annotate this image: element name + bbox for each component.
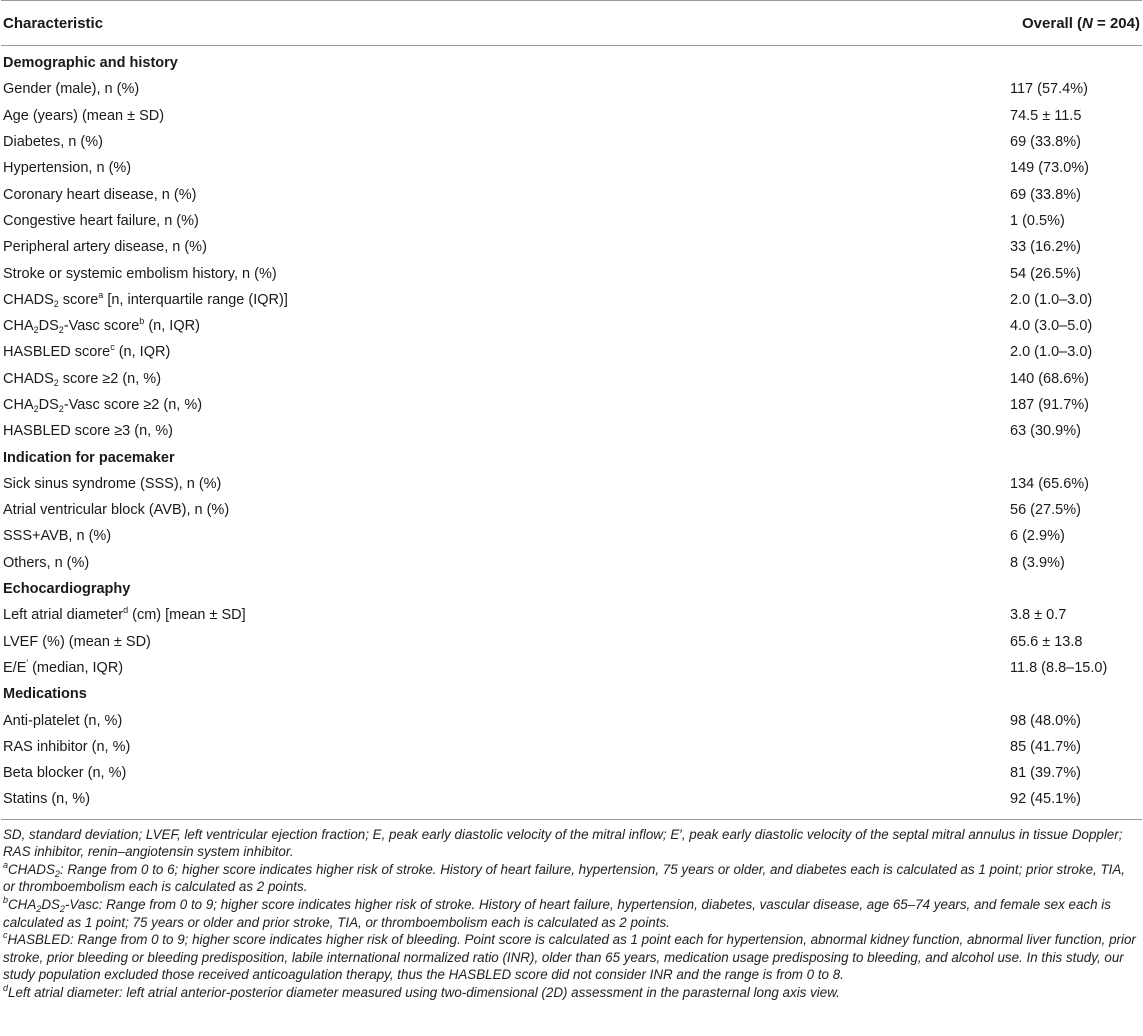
text-span: DS [41, 896, 60, 912]
text-span: CHA [8, 896, 37, 912]
subscript: 2 [54, 868, 60, 879]
table-row [0, 734, 1143, 760]
text-span: -Vasc: Range from 0 to 9; higher score indicates higher risk of stroke. History of heart failure, hypertension, diabetes, vascular disease, age 65–74 years, and female sex each is calculated as 1 point; 75 years or older and prior stroke, TIA, or thromboembolism each is calculated as 2 points. [3, 896, 1111, 930]
row-value: 81 (39.7%) [1010, 765, 1081, 782]
row-value: 33 (16.2%) [1010, 239, 1081, 256]
text-span: (n, IQR) [144, 318, 200, 335]
header-overall-prefix: Overall ( [1022, 14, 1083, 32]
footnote [3, 896, 1140, 931]
text-span: (n, IQR) [114, 344, 171, 361]
row-label [3, 108, 164, 124]
table-row [0, 129, 1143, 155]
subscript: 2 [36, 903, 42, 914]
text-span: Statins (n, %) [3, 791, 91, 808]
subscript: 2 [53, 377, 59, 388]
text-span: : Range from 0 to 6; higher score indicates higher risk of stroke. History of heart failure, hypertension, 75 years or older, and diabetes each is calculated as 1 point; prior stroke, TIA, or thromboembolism each is calculated as 2 points. [3, 861, 1126, 895]
superscript: c [3, 930, 8, 941]
header-overall-n: N [1082, 14, 1093, 32]
superscript: a [3, 859, 9, 870]
row-value: 8 (3.9%) [1010, 554, 1065, 571]
text-span: HASBLED score ≥3 (n, %) [3, 423, 173, 440]
superscript: b [139, 316, 145, 327]
row-value: 69 (33.8%) [1010, 134, 1081, 151]
row-value: 149 (73.0%) [1010, 160, 1089, 177]
table-row [0, 471, 1143, 497]
table-body [0, 46, 1143, 813]
row-value: 11.8 (8.8–15.0) [1010, 659, 1108, 676]
table-row [0, 260, 1143, 286]
section-heading-row [0, 444, 1143, 470]
header-overall [1022, 15, 1140, 32]
table-row [0, 497, 1143, 523]
text-span: Peripheral artery disease, n (%) [3, 239, 207, 256]
row-value: 134 (65.6%) [1010, 475, 1089, 492]
row-value: 187 (91.7%) [1010, 397, 1089, 413]
table-row [0, 418, 1143, 444]
text-span: Left atrial diameter: left atrial anterior-posterior diameter measured using two-dimensional (2D) assessment in the parasternal long axis view. [8, 984, 840, 1000]
table-row [0, 76, 1143, 102]
superscript: a [98, 289, 104, 300]
superscript: ′ [26, 657, 29, 668]
row-value: 74.5 ± 11.5 [1010, 107, 1082, 124]
row-label [3, 739, 130, 755]
row-label [3, 502, 229, 518]
text-span: HASBLED: Range from 0 to 9; higher score indicates higher risk of bleeding. Point score is calculated as 1 point each for hypertension, abnormal kidney function, abnormal liver function, prior stroke, prior bleeding or bleeding predisposition, labile international normalized ratio (INR), older than 65 years, medication usage predisposing to bleeding, and alcohol use. In this study, our study population excluded those received anticoagulation therapy, thus the HASBLED score did not consider INR and the range is from 0 to 8. [3, 932, 1136, 983]
text-span: [n, interquartile range (IQR)] [103, 291, 288, 308]
section-heading: Medications [3, 686, 87, 703]
row-value: 3.8 ± 0.7 [1010, 607, 1067, 624]
row-label [3, 476, 221, 492]
table-row [0, 629, 1143, 655]
text-span: CHA [3, 397, 34, 413]
footnote [3, 931, 1140, 984]
text-span: Stroke or systemic embolism history, n (%) [3, 265, 277, 282]
row-value: 98 (48.0%) [1010, 712, 1081, 729]
row-label [3, 371, 161, 387]
row-value: 140 (68.6%) [1010, 370, 1089, 387]
row-label [3, 657, 124, 676]
row-value: 69 (33.8%) [1010, 186, 1081, 203]
row-label [3, 423, 173, 439]
footnote [3, 984, 1140, 1002]
text-span: SD, standard deviation; LVEF, left ventricular ejection fraction; E, peak early diastolic velocity of the mitral inflow; E′, peak early diastolic velocity of the septal mitral annulus in tissue Doppler; RAS inhibitor, renin–angiotensin system inhibitor. [3, 826, 1123, 860]
row-label [3, 187, 196, 203]
text-span: SSS+AVB, n (%) [3, 528, 112, 545]
subscript: 2 [58, 325, 64, 336]
text-span: score [58, 291, 99, 308]
table-row [0, 366, 1143, 392]
row-label [3, 213, 199, 229]
row-label [3, 791, 90, 807]
header-overall-suffix: = 204) [1092, 14, 1140, 32]
row-label [3, 318, 200, 334]
row-value: 1 (0.5%) [1010, 212, 1065, 229]
table-row [0, 287, 1143, 313]
section-heading-row [0, 681, 1143, 707]
footnote [3, 826, 1140, 861]
table-row [0, 208, 1143, 234]
superscript: d [3, 982, 9, 993]
footnote [3, 861, 1140, 896]
row-label [3, 289, 288, 309]
superscript: d [123, 605, 129, 616]
section-heading: Indication for pacemaker [3, 449, 175, 466]
table-row [0, 523, 1143, 549]
table-row [0, 550, 1143, 576]
text-span: -Vasc score [63, 318, 140, 335]
text-span: CHA [3, 318, 34, 335]
row-label [3, 266, 277, 282]
table-row [0, 181, 1143, 207]
text-span: (cm) [mean ± SD] [128, 607, 246, 624]
text-span: Congestive heart failure, n (%) [3, 212, 199, 229]
row-label [3, 239, 207, 255]
text-span: Gender (male), n (%) [3, 81, 140, 98]
text-span: Sick sinus syndrome (SSS), n (%) [3, 475, 222, 492]
table-footnotes [0, 820, 1143, 1002]
table-row [0, 602, 1143, 628]
superscript: b [3, 894, 9, 905]
text-span: CHADS [3, 370, 54, 387]
table-row [0, 392, 1143, 418]
row-label [3, 81, 139, 97]
table-row [0, 103, 1143, 129]
table-header-row [0, 1, 1143, 45]
text-span: -Vasc score ≥2 (n, %) [63, 397, 203, 413]
row-value: 92 (45.1%) [1010, 791, 1081, 808]
text-span: RAS inhibitor (n, %) [3, 738, 131, 755]
table-row [0, 707, 1143, 733]
row-label [3, 713, 122, 729]
table-row [0, 313, 1143, 339]
row-value: 56 (27.5%) [1010, 502, 1081, 519]
superscript: c [110, 342, 115, 353]
row-label [3, 134, 103, 150]
text-span: Atrial ventricular block (AVB), n (%) [3, 502, 230, 519]
row-label [3, 344, 170, 360]
row-value: 63 (30.9%) [1010, 423, 1081, 440]
section-heading: Echocardiography [3, 581, 131, 598]
subscript: 2 [33, 325, 39, 336]
text-span: Diabetes, n (%) [3, 134, 103, 151]
text-span: Left atrial diameter [3, 607, 124, 624]
text-span: Others, n (%) [3, 554, 90, 571]
row-label [3, 607, 246, 623]
row-value: 54 (26.5%) [1010, 265, 1081, 282]
row-label [3, 765, 126, 781]
text-span: CHADS [8, 861, 55, 877]
text-span: E/E [3, 659, 27, 676]
text-span: Anti-platelet (n, %) [3, 712, 123, 729]
text-span: Coronary heart disease, n (%) [3, 186, 197, 203]
row-label [3, 634, 151, 650]
row-value: 117 (57.4%) [1010, 81, 1088, 98]
row-label [3, 555, 89, 571]
row-label [3, 160, 131, 176]
subscript: 2 [58, 404, 64, 414]
table-row [0, 339, 1143, 365]
section-heading-row [0, 50, 1143, 76]
row-label [3, 528, 111, 544]
table-row [0, 786, 1143, 812]
subscript: 2 [53, 298, 59, 309]
text-span: CHADS [3, 291, 54, 308]
section-heading-row [0, 576, 1143, 602]
text-span: DS [38, 318, 59, 335]
row-value: 4.0 (3.0–5.0) [1010, 318, 1093, 335]
table-row [0, 760, 1143, 786]
table-row [0, 155, 1143, 181]
text-span: Hypertension, n (%) [3, 160, 132, 177]
text-span: DS [38, 397, 59, 413]
text-span: HASBLED score [3, 344, 111, 361]
table-row [0, 655, 1143, 681]
row-value: 85 (41.7%) [1010, 738, 1081, 755]
subscript: 2 [33, 404, 39, 414]
text-span: score ≥2 (n, %) [58, 370, 162, 387]
table-row [0, 234, 1143, 260]
row-value: 6 (2.9%) [1010, 528, 1065, 545]
row-value: 65.6 ± 13.8 [1010, 633, 1083, 650]
text-span: Beta blocker (n, %) [3, 765, 127, 782]
row-value: 2.0 (1.0–3.0) [1010, 291, 1093, 308]
text-span: (median, IQR) [28, 659, 124, 676]
header-characteristic: Characteristic [3, 14, 104, 32]
section-heading: Demographic and history [3, 55, 178, 72]
text-span: LVEF (%) (mean ± SD) [3, 633, 151, 650]
row-label [3, 397, 202, 413]
row-value: 2.0 (1.0–3.0) [1010, 344, 1093, 361]
subscript: 2 [59, 903, 65, 914]
text-span: Age (years) (mean ± SD) [3, 107, 165, 124]
